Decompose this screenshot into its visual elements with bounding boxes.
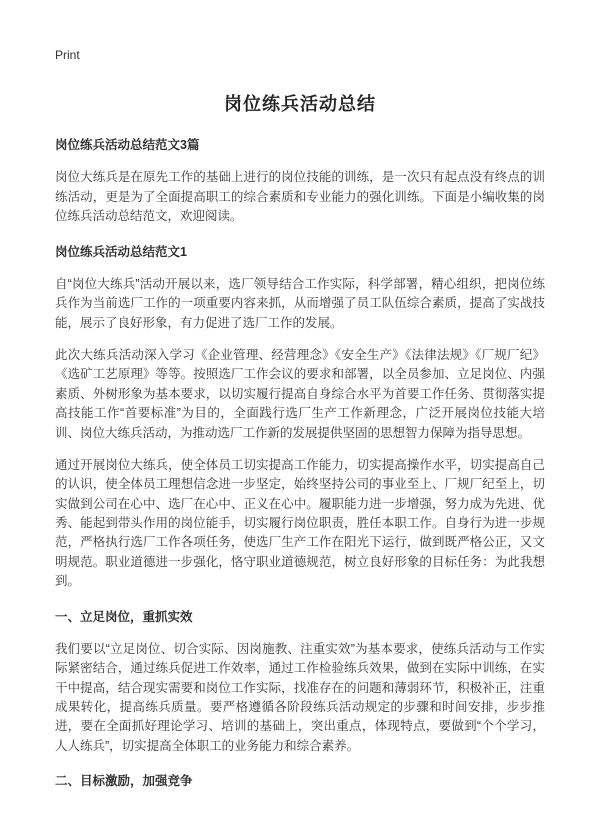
page-title: 岗位练兵活动总结 (224, 94, 376, 114)
section-heading-point-2: 二、目标激励，加强竞争 (55, 774, 193, 789)
body-paragraph-4: 我们要以“立足岗位、切合实际、因岗施教、注重实效”为基本要求，使练兵活动与工作实际紧密结合，通过练兵促进工作效率，通过工作检验练兵效果，做到在实际中训练，在实干中提高，结合现实需要和岗位工作实际，找准存在的问题和薄弱环节，积极补正，注重成果转化，提高练兵质量。要严格遵循各阶段练兵活动规定的步骤和时间安排，步步推进，要在全面抓好理论学习、培训的基础上，突出重点，体现特点，要做到“个个学习，人人练兵”，切实提高全体职工的业务能力和综合素养。 (55, 641, 545, 753)
body-paragraph-3: 通过开展岗位大练兵，使全体员工切实提高工作能力，切实提高操作水平，切实提高自己的认识，使全体员工理想信念进一步坚定，始终坚持公司的事业至上、厂规厂纪至上，切实做到公司在心中、选厂在心中、正义在心中。履职能力进一步增强，努力成为先进、优秀、能起到带头作用的岗位能手，切实履行岗位职责，胜任本职工作。自身行为进一步规范，严格执行选厂工作各项任务，使选厂生产工作在阳光下运行，做到既严格公正，又文明规范。职业道德进一步强化，恪守职业道德规范，树立良好形象的目标任务：为此我想到。 (55, 457, 545, 589)
body-paragraph-2: 此次大练兵活动深入学习《企业管理、经营理念》《安全生产》《法律法规》《厂规厂纪》《选矿工艺原理》等等。按照选厂工作会议的要求和部署，以全员参加、立足岗位、内强素质、外树形象为基本要求，以切实履行提高自身综合水平为首要工作任务、贯彻落实提高技能工作“首要标准”为目的，全面践行选厂生产工作新理念，广泛开展岗位技能大培训、岗位大练兵活动，为推动选厂工作新的发展提供坚固的思想智力保障为指导思想。 (55, 348, 545, 440)
print-button[interactable]: Print (55, 48, 80, 62)
section-heading-fanwen-3pian: 岗位练兵活动总结范文3篇 (55, 138, 200, 152)
section-heading-fanwen-1: 岗位练兵活动总结范文1 (55, 244, 187, 259)
body-paragraph-1: 自“岗位大练兵”活动开展以来，选厂领导结合工作实际，科学部署，精心组织，把岗位练兵作为当前选厂工作的一项重要内容来抓，从而增强了员工队伍综合素质，提高了实战技能，展示了良好形象，有力促进了选厂工作的发展。 (55, 276, 545, 330)
section-heading-point-1: 一、立足岗位，重抓实效 (55, 609, 193, 624)
intro-paragraph: 岗位大练兵是在原先工作的基础上进行的岗位技能的训练，是一次只有起点没有终点的训练活动，更是为了全面提高职工的综合素质和专业能力的强化训练。下面是小编收集的岗位练兵活动总结范文，欢迎阅读。 (55, 170, 545, 224)
